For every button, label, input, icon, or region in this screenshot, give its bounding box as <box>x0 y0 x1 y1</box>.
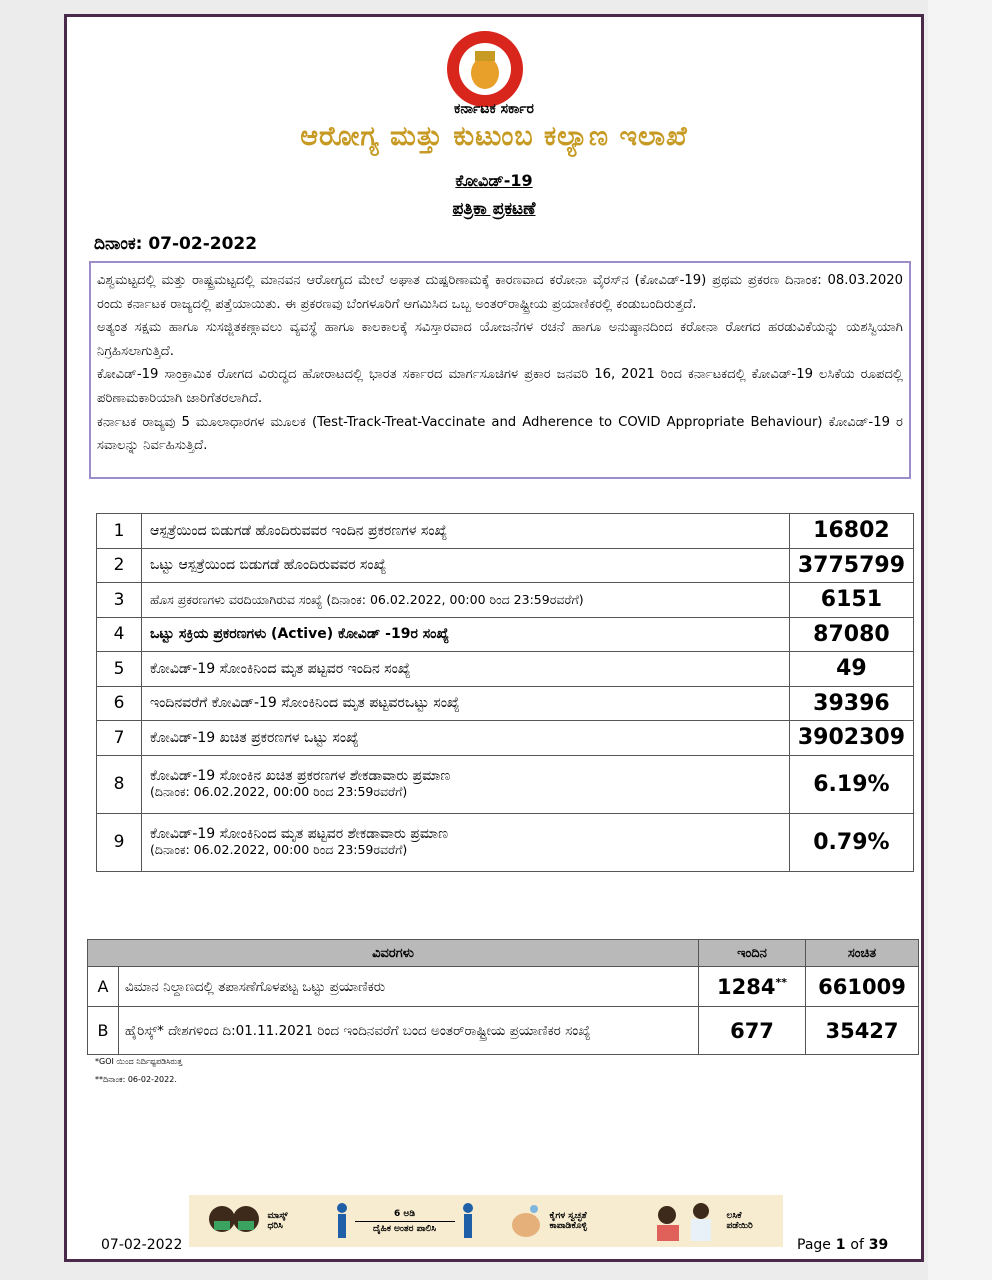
row-value: 3902309 <box>789 721 913 756</box>
distance-guideline <box>335 1202 475 1240</box>
hand-wash-icon <box>508 1201 544 1241</box>
table-row <box>97 548 914 583</box>
document-page <box>64 14 924 1262</box>
table-row <box>88 1007 919 1055</box>
row-number: 5 <box>97 652 142 687</box>
row-number: 6 <box>97 686 142 721</box>
person-icon <box>461 1202 475 1240</box>
row-value: 6.19% <box>789 755 913 813</box>
row-label-main: ಕೋವಿಡ್-19 ಸೋಂಕಿನಿಂದ ಮೃತ ಪಟ್ಟವರ ಶೇಕಡಾವಾರು ಪ್ರಮಾಣ <box>150 826 449 842</box>
row-number: 4 <box>97 617 142 652</box>
intro-box <box>89 261 911 479</box>
row-value: 0.79% <box>789 813 913 871</box>
vaccination-icon <box>647 1199 721 1243</box>
handwash-guideline <box>508 1201 614 1241</box>
vaccine-guideline <box>647 1199 767 1243</box>
mask-guideline <box>206 1201 302 1241</box>
press-release-title: ಪತ್ರಿಕಾ ಪ್ರಕಟಣೆ <box>452 199 536 219</box>
background-margin <box>928 0 992 1280</box>
table-header-row <box>88 940 919 967</box>
row-label: ಒಟ್ಟು ಆಸ್ಪತ್ರೆಯಿಂದ ಬಿಡುಗಡೆ ಹೊಂದಿರುವವರ ಸಂಖ್ಯೆ <box>142 548 790 583</box>
row-label: ಕೋವಿಡ್-19 ಸೋಂಕಿನಿಂದ ಮೃತ ಪಟ್ಟವರ ಇಂದಿನ ಸಂಖ್ಯೆ <box>142 652 790 687</box>
mask-faces-icon <box>206 1201 262 1241</box>
row-label: ಒಟ್ಟು ಸಕ್ರಿಯ ಪ್ರಕರಣಗಳು (Active) ಕೋವಿಡ್ -19ರ ಸಂಖ್ಯೆ <box>142 617 790 652</box>
row-label: ವಿಮಾನ ನಿಲ್ದಾಣದಲ್ಲಿ ತಪಾಸಣೆಗೊಳಪಟ್ಟ ಒಟ್ಟು ಪ್ರಯಾಣಿಕರು <box>119 967 699 1007</box>
mask-label: ಮಾಸ್ಕ್ ಧರಿಸಿ <box>267 1211 288 1231</box>
row-number: 3 <box>97 583 142 618</box>
intro-paragraph: ಅತ್ಯಂತ ಸಕ್ಷಮ ಹಾಗೂ ಸುಸಜ್ಜಿತಕಣ್ಗಾವಲು ವ್ಯವಸ್ಥೆ ಹಾಗೂ ಕಾಲಕಾಲಕ್ಕೆ ಸವಿಸ್ತಾರವಾದ ಯೋಜನೆಗಳ ರಚನೆ ಹಾಗೂ ಅನುಷ್ಠಾನದಿಂದ ಕರೋನಾ ರೋಗದ ಹರಡುವಿಕೆಯನ್ನು ಯಶಸ್ವಿಯಾಗಿ ನಿಗ್ರಹಿಸಲಾಗುತ್ತಿದೆ. <box>97 320 903 359</box>
row-label-sub: (ದಿನಾಂಕ: 06.02.2022, 00:00 ರಿಂದ 23:59ರವರೆಗೆ) <box>150 842 408 857</box>
footer-date: 07-02-2022 <box>101 1237 183 1253</box>
row-value: 16802 <box>789 514 913 549</box>
department-title: ಆರೋಗ್ಯ ಮತ್ತು ಕುಟುಂಬ ಕಲ್ಯಾಣ ಇಲಾಖೆ <box>300 121 688 152</box>
distance-label: ದೈಹಿಕ ಅಂತರ ಪಾಲಿಸಿ <box>372 1223 437 1234</box>
row-label: ಆಸ್ಪತ್ರೆಯಿಂದ ಬಿಡುಗಡೆ ಹೊಂದಿರುವವರ ಇಂದಿನ ಪ್ರಕರಣಗಳ ಸಂಖ್ಯೆ <box>142 514 790 549</box>
arrivals-table <box>87 939 919 1055</box>
table-row <box>88 967 919 1007</box>
row-number: 1 <box>97 514 142 549</box>
intro-paragraph: ವಿಶ್ವಮಟ್ಟದಲ್ಲಿ ಮತ್ತು ರಾಷ್ಟ್ರಮಟ್ಟದಲ್ಲಿ ಮಾನವನ ಆರೋಗ್ಯದ ಮೇಲೆ ಅಘಾತ ದುಷ್ಪರಿಣಾಮಕ್ಕೆ ಕಾರಣವಾದ ಕರೋನಾ ವೈರಸ್‌ನ (ಕೋವಿಡ್-19) ಪ್ರಥಮ ಪ್ರಕರಣ ದಿನಾಂಕ: 08.03.2020 ರಂದು ಕರ್ನಾಟಕ ರಾಜ್ಯದಲ್ಲಿ ಪತ್ತೆಯಾಯಿತು. ಈ ಪ್ರಕರಣವು ಬೆಂಗಳೂರಿಗೆ ಆಗಮಿಸಿದ ಒಬ್ಬ ಅಂತರ್‌ರಾಷ್ಟ್ರೀಯ ಪ್ರಯಾಣಿಕರಲ್ಲಿ ಕಂಡುಬಂದಿರುತ್ತದೆ. <box>97 273 903 312</box>
table-row <box>97 514 914 549</box>
column-header-details: ವಿವರಗಳು <box>88 940 699 967</box>
release-date: ದಿನಾಂಕ: 07-02-2022 <box>94 234 258 254</box>
row-number: 7 <box>97 721 142 756</box>
row-label: ಇಂದಿನವರೆಗೆ ಕೋವಿಡ್-19 ಸೋಂಕಿನಿಂದ ಮೃತ ಪಟ್ಟವರಒಟ್ಟು ಸಂಖ್ಯೆ <box>142 686 790 721</box>
row-number: 2 <box>97 548 142 583</box>
statistics-table <box>96 513 914 872</box>
row-label: ಹೈರಿಸ್ಕ್* ದೇಶಗಳಿಂದ ದಿ:01.11.2021 ರಿಂದ ಇಂದಿನವರೆಗೆ ಬಂದ ಅಂತರ್‌ರಾಷ್ಟ್ರೀಯ ಪ್ರಯಾಣಿಕರ ಸಂಖ್ಯೆ <box>119 1007 699 1055</box>
intro-paragraph: ಕೋವಿಡ್-19 ಸಾಂಕ್ರಾಮಿಕ ರೋಗದ ವಿರುದ್ಧದ ಹೋರಾಟದಲ್ಲಿ ಭಾರತ ಸರ್ಕಾರದ ಮಾರ್ಗಸೂಚಿಗಳ ಪ್ರಕಾರ ಜನವರಿ 16, 2021 ರಿಂದ ಕರ್ನಾಟಕದಲ್ಲಿ ಕೋವಿಡ್-19 ಲಸಿಕೆಯ ರೂಪದಲ್ಲಿ ಪರಿಣಾಮಕಾರಿಯಾಗಿ ಜಾರಿಗೆತರಲಾಗಿದೆ. <box>97 367 903 406</box>
footnote: **ದಿನಾಂಕ: 06-02-2022. <box>95 1075 177 1084</box>
table-row <box>97 755 914 813</box>
covid-title: ಕೋವಿಡ್-19 <box>455 171 533 190</box>
row-label <box>142 813 790 871</box>
row-label: ಕೋವಿಡ್-19 ಖಚಿತ ಪ್ರಕರಣಗಳ ಒಟ್ಟು ಸಂಖ್ಯೆ <box>142 721 790 756</box>
handwash-label: ಕೈಗಳ ಸ್ವಚ್ಛತೆ ಕಾಪಾಡಿಕೊಳ್ಳಿ <box>549 1211 587 1231</box>
government-name: ಕರ್ನಾಟಕ ಸರ್ಕಾರ <box>454 101 534 117</box>
column-header-today: ಇಂದಿನ <box>699 940 806 967</box>
row-number: 8 <box>97 755 142 813</box>
row-today: 1284** <box>699 967 806 1007</box>
table-row <box>97 721 914 756</box>
footnote: *GOI ಯಿಂದ ನಿರ್ದಿಷ್ಟಪಡಿಸಿರುತ್ತ <box>95 1057 183 1066</box>
row-value: 6151 <box>789 583 913 618</box>
column-header-cumulative: ಸಂಚಿತ <box>806 940 919 967</box>
distance-value: 6 ಅಡಿ <box>394 1208 415 1219</box>
intro-paragraph: ಕರ್ನಾಟಕ ರಾಜ್ಯವು 5 ಮೂಲಾಧಾರಗಳ ಮೂಲಕ (Test-Track-Treat-Vaccinate and Adherence to COVID Appropriate Behaviour) ಕೋವಿಡ್-19 ರ ಸವಾಲನ್ನು ನಿರ್ವಹಿಸುತ್ತಿದೆ. <box>97 414 903 454</box>
row-value: 3775799 <box>789 548 913 583</box>
row-today: 677 <box>699 1007 806 1055</box>
row-label <box>142 755 790 813</box>
row-label-sub: (ದಿನಾಂಕ: 06.02.2022, 00:00 ರಿಂದ 23:59ರವರೆಗೆ) <box>150 784 408 799</box>
row-value: 49 <box>789 652 913 687</box>
person-icon <box>335 1202 349 1240</box>
row-label: ಹೊಸ ಪ್ರಕರಣಗಳು ವರದಿಯಾಗಿರುವ ಸಂಖ್ಯೆ (ದಿನಾಂಕ: 06.02.2022, 00:00 ರಿಂದ 23:59ರವರೆಗೆ) <box>142 583 790 618</box>
row-letter: A <box>88 967 119 1007</box>
table-row <box>97 617 914 652</box>
table-row <box>97 652 914 687</box>
row-label-main: ಕೋವಿಡ್-19 ಸೋಂಕಿನ ಖಚಿತ ಪ್ರಕರಣಗಳ ಶೇಕಡಾವಾರು ಪ್ರಮಾಣ <box>150 768 451 784</box>
karnataka-emblem-icon <box>439 29 531 109</box>
vaccine-label: ಲಸಿಕೆ ಪಡೆಯಿರಿ <box>726 1211 753 1231</box>
page-number: Page 1 of 39 <box>797 1237 889 1253</box>
table-row <box>97 813 914 871</box>
table-row <box>97 686 914 721</box>
row-number: 9 <box>97 813 142 871</box>
covid-guidelines-banner <box>189 1195 783 1247</box>
row-cumulative: 35427 <box>806 1007 919 1055</box>
row-value: 87080 <box>789 617 913 652</box>
table-row <box>97 583 914 618</box>
row-value: 39396 <box>789 686 913 721</box>
row-cumulative: 661009 <box>806 967 919 1007</box>
row-letter: B <box>88 1007 119 1055</box>
